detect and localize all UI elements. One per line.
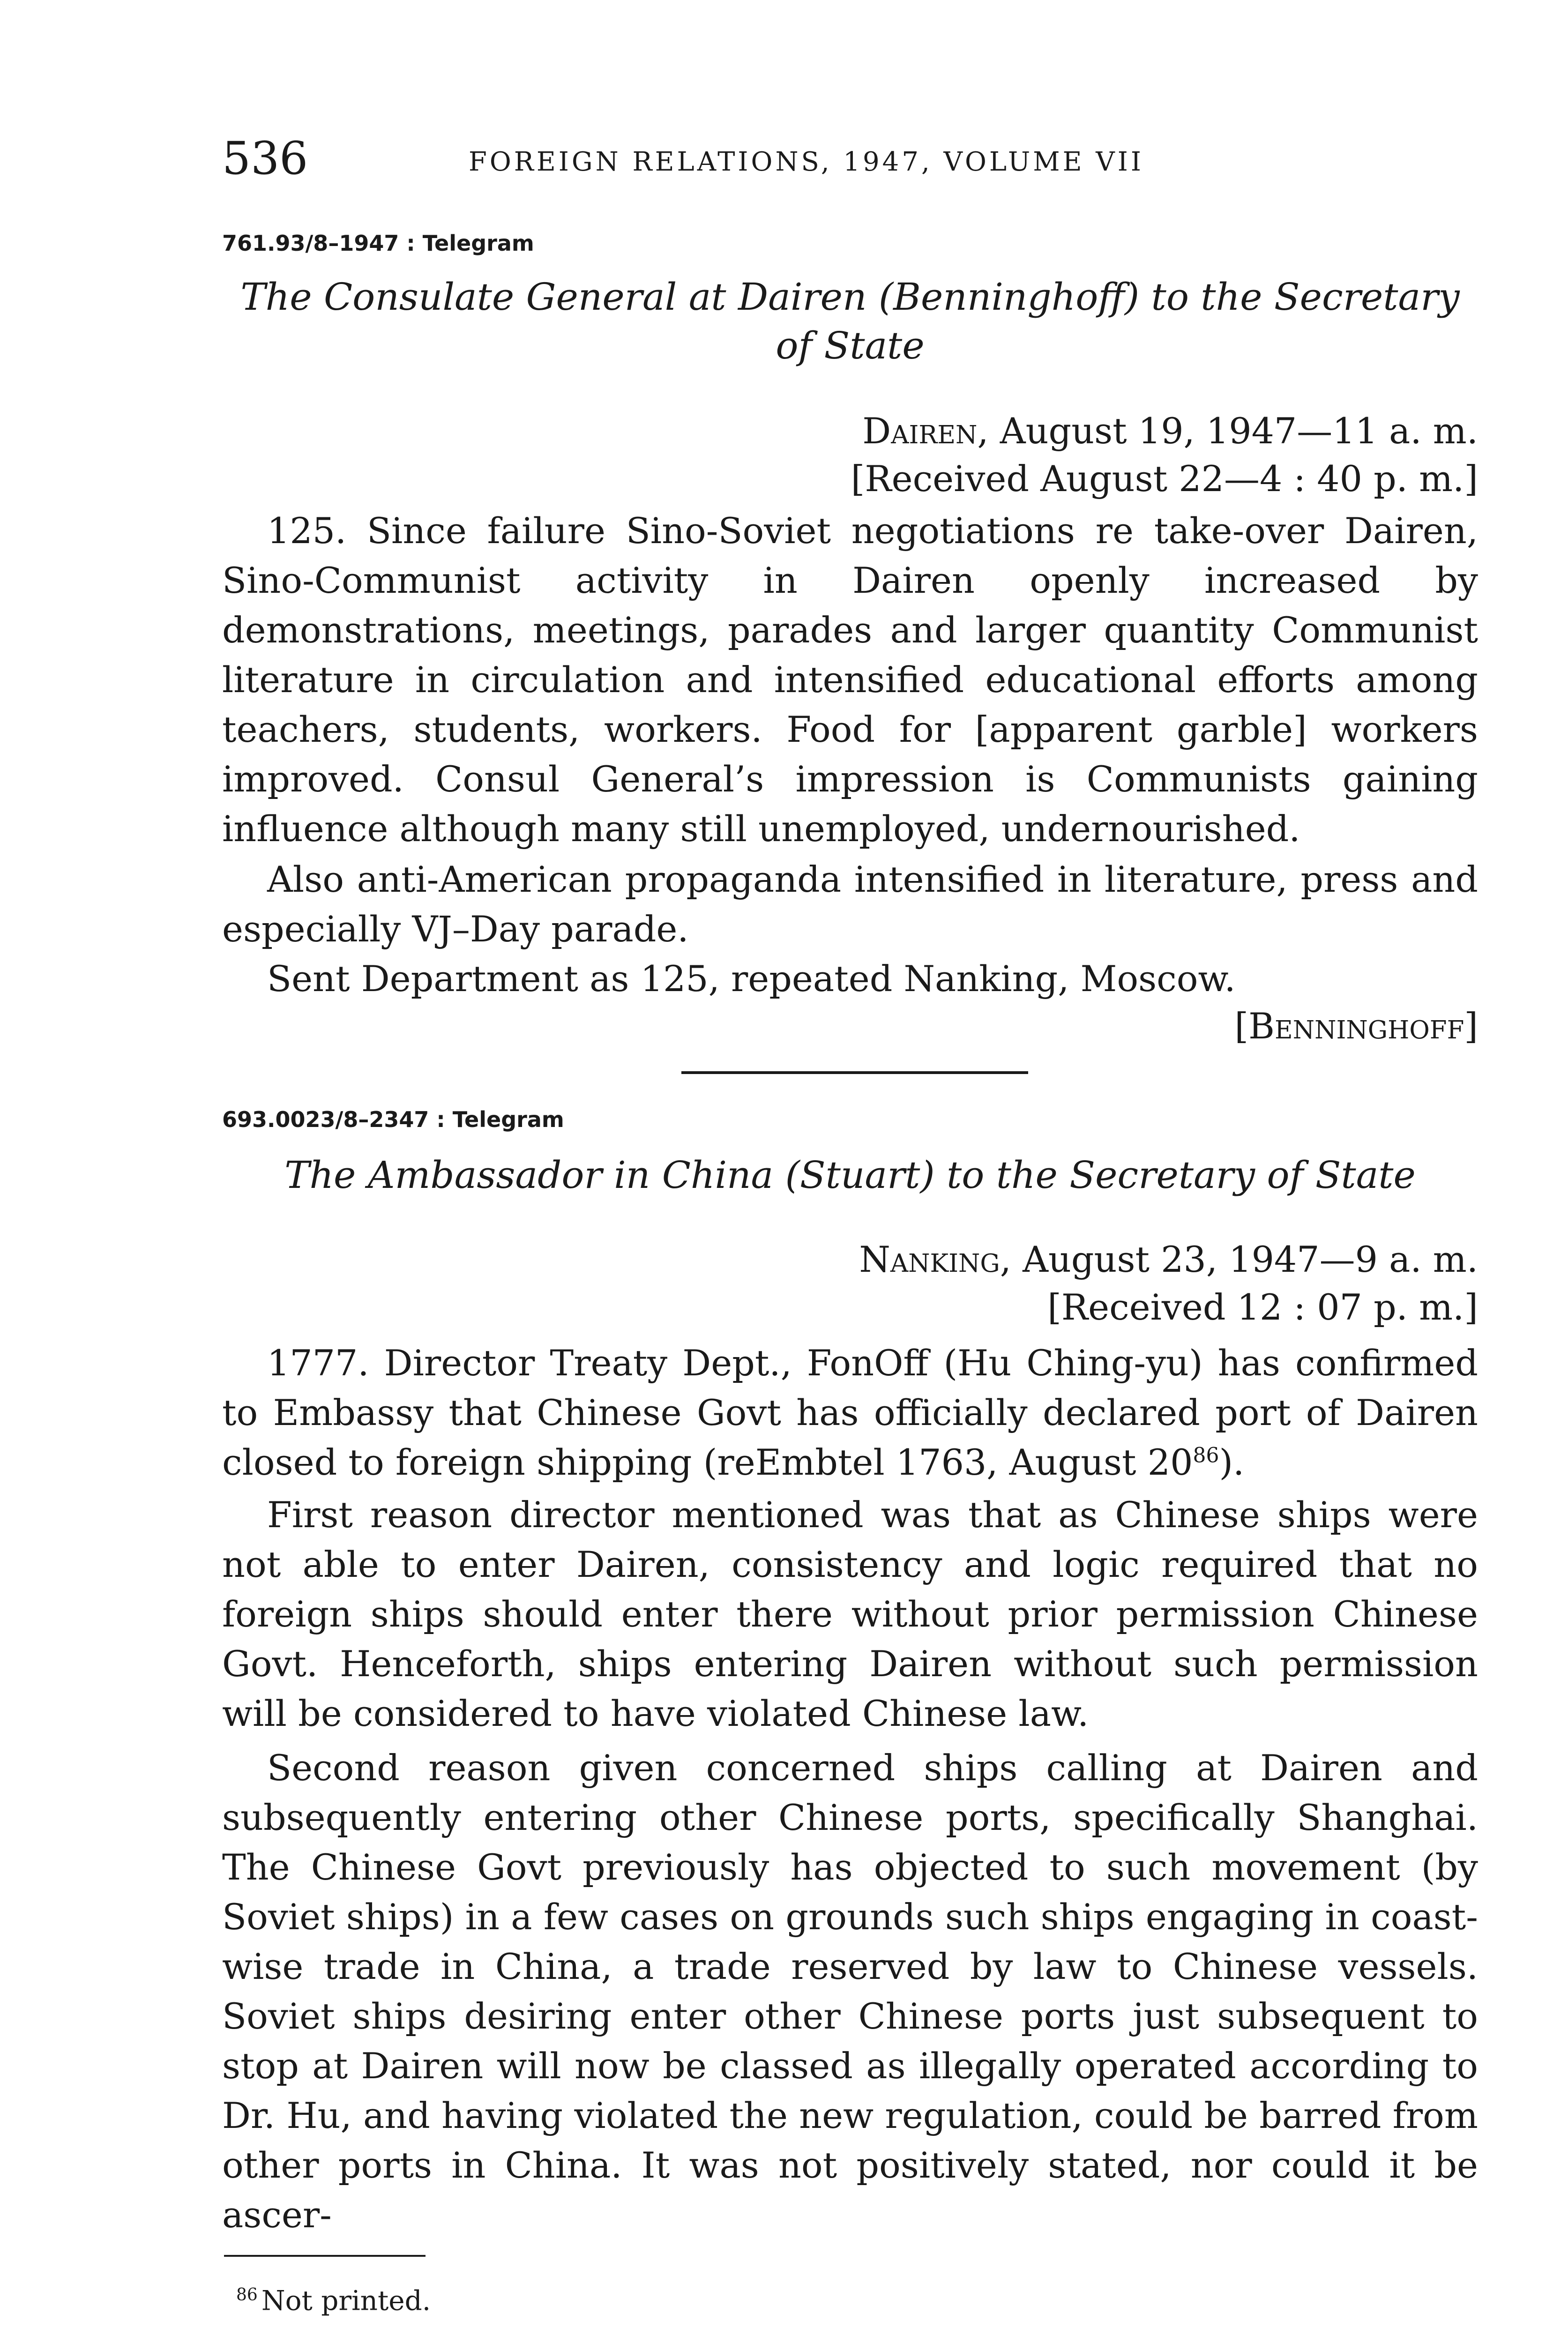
doc2-received: [Received 12 : 07 p. m.] <box>1047 1286 1478 1328</box>
running-title: FOREIGN RELATIONS, 1947, VOLUME VII <box>469 147 1144 177</box>
doc2-paragraph-1-end: ). <box>1219 1441 1245 1483</box>
footnote-reference: 86 <box>1193 1443 1219 1468</box>
doc2-file-reference: 693.0023/8–2347 : Telegram <box>222 1107 564 1132</box>
doc1-paragraph-1: 125. Since failure Sino-Soviet negotiations re take-over Dairen, Sino-Communist activity in Dairen openly increased by demonstrations, meetings, parades and larger quantity Communist literature in circulation and intensified educational efforts among teachers, students, workers. Food for [apparent garble] workers improved. Consul General’s impression is Communists gaining influence although many still unemployed, undernourished. <box>222 510 1478 850</box>
doc2-heading: The Ambassador in China (Stuart) to the Secretary of State <box>284 1153 1416 1197</box>
doc2-dateline-place: Nanking, <box>859 1239 1011 1280</box>
footnote-rule <box>224 2255 426 2257</box>
doc2-dateline <box>859 1236 1478 1283</box>
doc1-received: [Received August 22—4 : 40 p. m.] <box>851 458 1478 500</box>
doc1-dateline-date: August 19, 1947—11 a. m. <box>988 410 1478 452</box>
doc2-paragraph-3: Second reason given concerned ships calling at Dairen and subsequently entering other Chinese ports, specifically Shanghai. The Chinese Govt previously has objected to such movement (by Soviet ships) in a few cases on grounds such ships engaging in coast-wise trade in China, a trade reserved by law to Chinese vessels. Soviet ships desiring enter other Chinese ports just subsequent to stop at Dairen will now be classed as illegally operated according to Dr. Hu, and having violated the new regulation, could be barred from other ports in China. It was not positively stated, nor could it be ascer- <box>222 1747 1478 2236</box>
doc2-paragraph-2: First reason director mentioned was that as Chinese ships were not able to enter Dairen, consistency and logic required that no foreign ships should enter there without prior permission Chinese Govt. Henceforth, ships entering Dairen without such permission will be considered to have violated Chinese law. <box>222 1494 1478 1734</box>
section-divider <box>681 1071 1028 1074</box>
doc1-file-reference: 761.93/8–1947 : Telegram <box>222 231 534 256</box>
doc2-dateline-date: August 23, 1947—9 a. m. <box>1011 1239 1478 1280</box>
page-number: 536 <box>222 132 308 185</box>
doc1-paragraph-2: Also anti-American propaganda intensified in literature, press and especially VJ–Day parade. <box>222 858 1478 950</box>
doc2-paragraph-1 <box>222 1338 1478 1487</box>
doc1-heading: The Consulate General at Dairen (Benninghoff) to the Secretary of State <box>240 275 1460 367</box>
doc1-dateline-place: Dairen, <box>862 410 989 452</box>
footnote-text: Not printed. <box>261 2284 431 2317</box>
footnote <box>236 2284 431 2317</box>
footnote-mark: 86 <box>236 2285 258 2305</box>
doc1-signature: [Benninghoff] <box>1234 1005 1478 1047</box>
doc1-paragraph-3: Sent Department as 125, repeated Nanking, Moscow. <box>267 958 1236 1000</box>
doc2-paragraph-1-text: 1777. Director Treaty Dept., FonOff (Hu Ching-yu) has confirmed to Embassy that Chinese Govt has officially declared port of Dairen closed to foreign shipping (reEmbtel 1763, August 20 <box>222 1342 1478 1483</box>
doc1-dateline <box>862 408 1478 455</box>
